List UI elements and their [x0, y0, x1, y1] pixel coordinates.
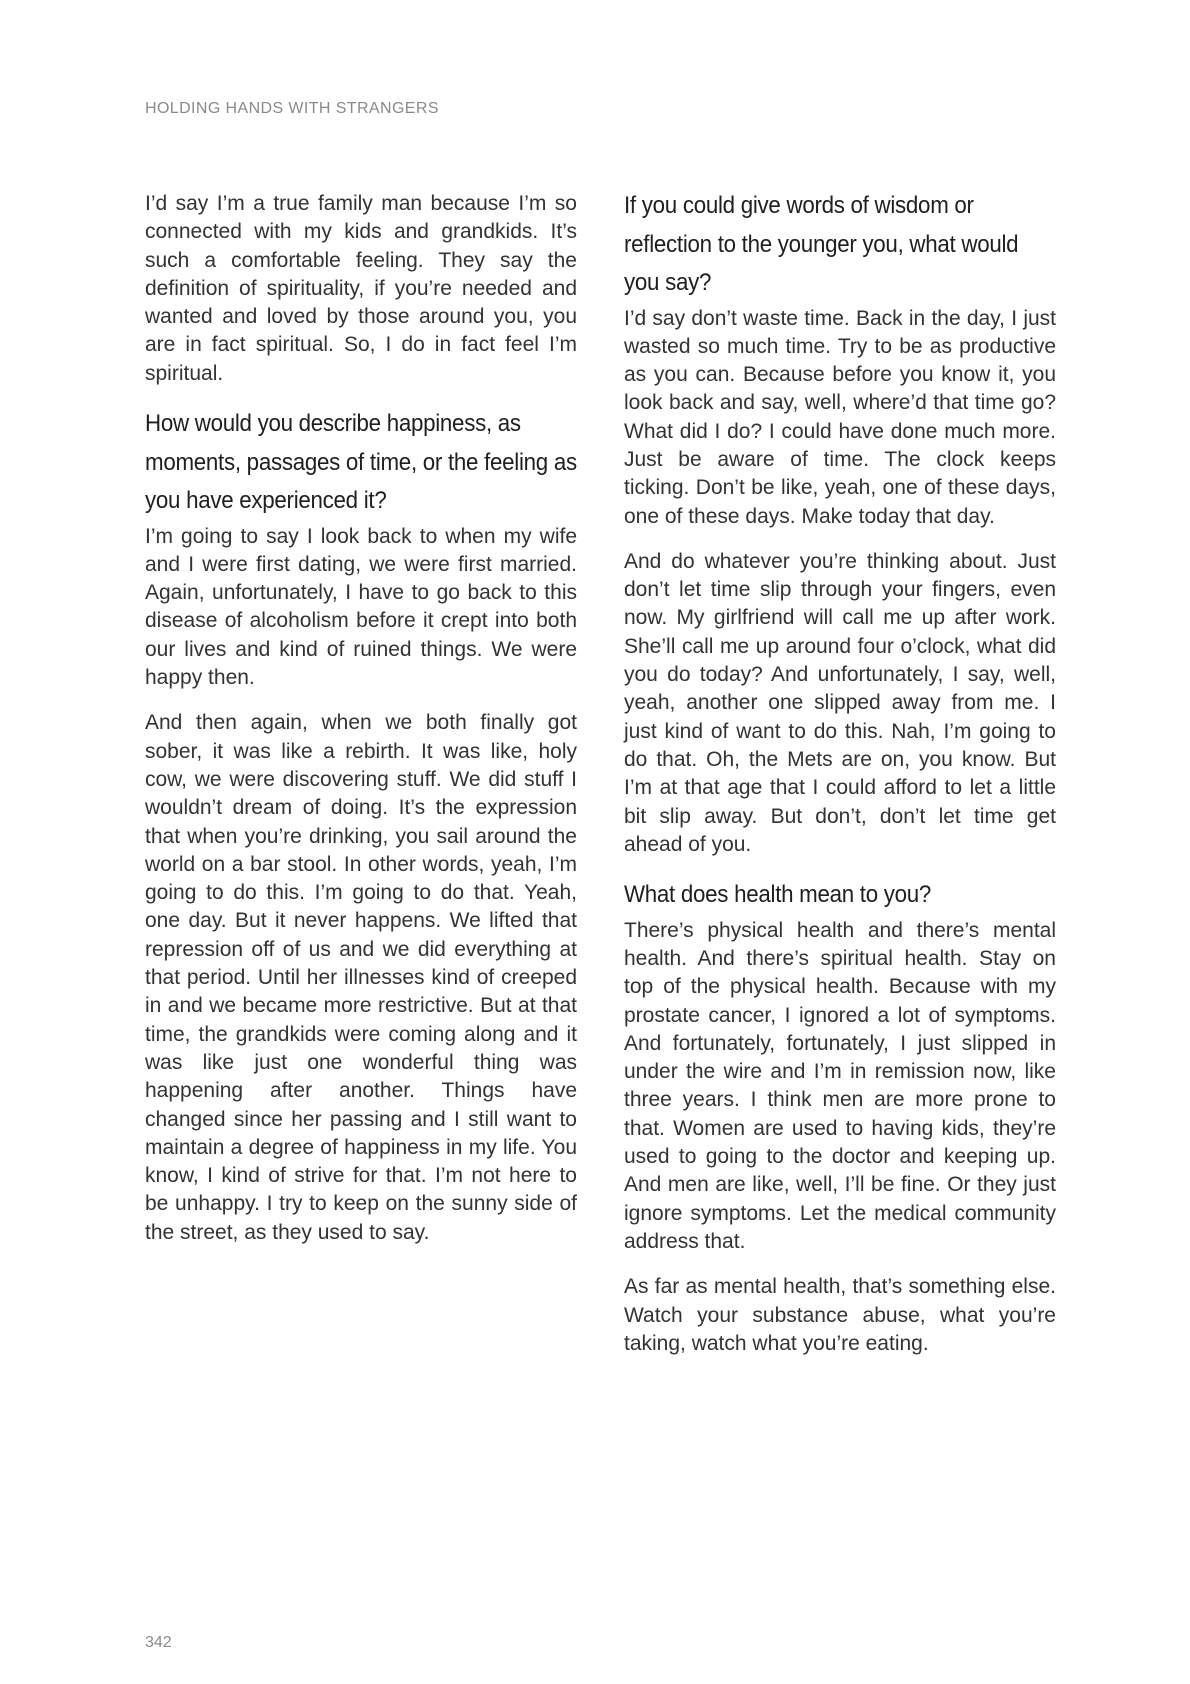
answer-paragraph: There’s physical health and there’s mental health. And there’s spiritual health. Stay on top of the physical health. Because with my prostate cancer, I ignored a lot of symptoms. And fortunately, fortunately, I just slipped in under the wire and I’m in remission now, like three years. I think men are more prone to that. Women are used to having kids, they’re used to going to the doctor and keeping up. And men are like, well, I’ll be fine. Or they just ignore symptoms. Let the medical community address that. [624, 918, 1056, 1253]
running-header: HOLDING HANDS WITH STRANGERS [145, 100, 439, 117]
question-heading: How would you describe happiness, as moments, passages of time, or the feeling as you have experienced it? [145, 410, 577, 515]
question-heading: If you could give words of wisdom or reflection to the younger you, what would you say? [624, 192, 1019, 296]
answer-paragraph: And do whatever you’re thinking about. Just don’t let time slip through your fingers, even now. My girlfriend will call me up after work. She’ll call me up around four o’clock, what did you do today? And unfortunately, I say, well, yeah, another one slipped away from me. I just kind of want to do this. Nah, I’m going to do that. Oh, the Mets are on, you know. But I’m at that age that I could afford to let a little bit slip away. But don’t, don’t let time get ahead of you. [624, 549, 1056, 856]
answer-paragraph: And then again, when we both finally got sober, it was like a rebirth. It was like, holy cow, we were discovering stuff. We did stuff I wouldn’t dream of doing. It’s the expression that when you’re drinking, you sail around the world on a bar stool. In other words, yeah, I’m going to do this. I’m going to do that. Yeah, one day. But it never happens. We lifted that repression off of us and we did everything at that period. Until her illnesses kind of creeped in and we became more restrictive. But at that time, the grandkids were coming along and it was like just one wonderful thing was happening after another. Things have changed since her passing and I still want to maintain a degree of happiness in my life. You know, I kind of strive for that. I’m not here to be unhappy. I try to keep on the sunny side of the street, as they used to say. [145, 711, 577, 1244]
answer-paragraph: As far as mental health, that’s something else. Watch your substance abuse, what you’re taking, watch what you’re eating. [624, 1275, 1056, 1355]
answer-paragraph: I’m going to say I look back to when my wife and I were first dating, we were first married. Again, unfortunately, I have to go back to this disease of alcoholism before it crept into both our lives and kind of ruined things. We were happy then. [145, 524, 577, 690]
right-column [624, 187, 1056, 1375]
question-heading: What does health mean to you? [624, 881, 932, 909]
answer-paragraph: I’d say don’t waste time. Back in the day, I just wasted so much time. Try to be as productive as you can. Because before you know it, you look back and say, well, where’d that time go? What did I do? I could have done much more. Just be aware of time. The clock keeps ticking. Don’t be like, yeah, one of these days, one of these days. Make today that day. [624, 306, 1056, 528]
left-column [145, 190, 577, 1264]
page-number: 342 [145, 1634, 172, 1651]
answer-paragraph: I’d say I’m a true family man because I’m so connected with my kids and grandkids. It’s such a comfortable feeling. They say the definition of spirituality, if you’re needed and wanted and loved by those around you, you are in fact spiritual. So, I do in fact feel I’m spiritual. [145, 192, 577, 385]
